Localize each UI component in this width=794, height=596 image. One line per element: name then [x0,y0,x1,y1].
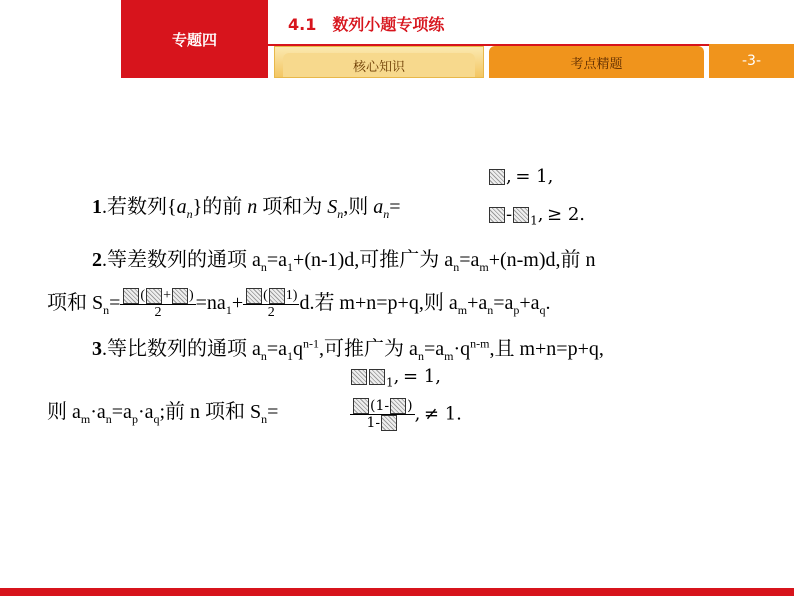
unrendered-glyph [353,398,369,414]
item1-case1: , = 1, [488,166,553,187]
unrendered-glyph [381,415,397,431]
item2-line2: 项和 $S_n=$ $\frac{( + )}{2}$ $=na_1+$ $\frac{( 1)}{2}$ d.若 m+n=p+q,则 $a_m+a_n=a_p+a_q$. [47,288,551,321]
unrendered-glyph [269,288,285,304]
page-number: -3- [709,44,794,78]
unrendered-glyph [489,169,505,185]
item3-line2: 则 $a_m\cdot a_n=a_p\cdot a_q$;前 n 项和 $S_n=$ [47,401,279,426]
unrendered-glyph [351,369,367,385]
unrendered-glyph [123,288,139,304]
unrendered-glyph [172,288,188,304]
header-blank [0,0,121,78]
unrendered-glyph [146,288,162,304]
unrendered-glyph [489,207,505,223]
item1-text: 1.若数列$\{a_n\}$的前 n 项和为 $S_n$,则 $a_n=$ [92,196,401,221]
tab-exam-questions-label: 考点精题 [570,56,623,72]
item2-line1: 2.等差数列的通项 $a_n=a_1+(n-1)d$,可推广为 $a_n=a_m+(n-m)d$,前 n [92,249,596,274]
topic-badge: 专题四 [121,0,268,78]
sum-fraction-2: $\frac{( 1)}{2}$ [243,288,299,321]
unrendered-glyph [246,288,262,304]
item3-case2: $\frac{(1- )}{1-}$ , ≠ 1. [350,398,462,431]
tab-exam-questions[interactable] [489,46,704,78]
item3-line1: 3.等比数列的通项 $a_n=a_1q^{n-1}$,可推广为 $a_n=a_m\cdot q^{n-m}$,且 m+n=p+q, [92,336,604,363]
tab-core-knowledge[interactable] [274,46,484,78]
page-title: 4.1 数列小题专项练 [288,15,445,34]
unrendered-glyph [390,398,406,414]
unrendered-glyph [369,369,385,385]
sum-fraction-1: $\frac{( + )}{2}$ [120,288,195,321]
bottom-bar [0,588,794,596]
tab-core-knowledge-label: 核心知识 [352,59,405,75]
geometric-sum-fraction: $\frac{(1- )}{1-}$ [350,398,415,431]
item1-case2: - $_1$, ≥ 2. [488,204,585,228]
unrendered-glyph [513,207,529,223]
item3-case1: $_1$, = 1, [350,366,441,390]
